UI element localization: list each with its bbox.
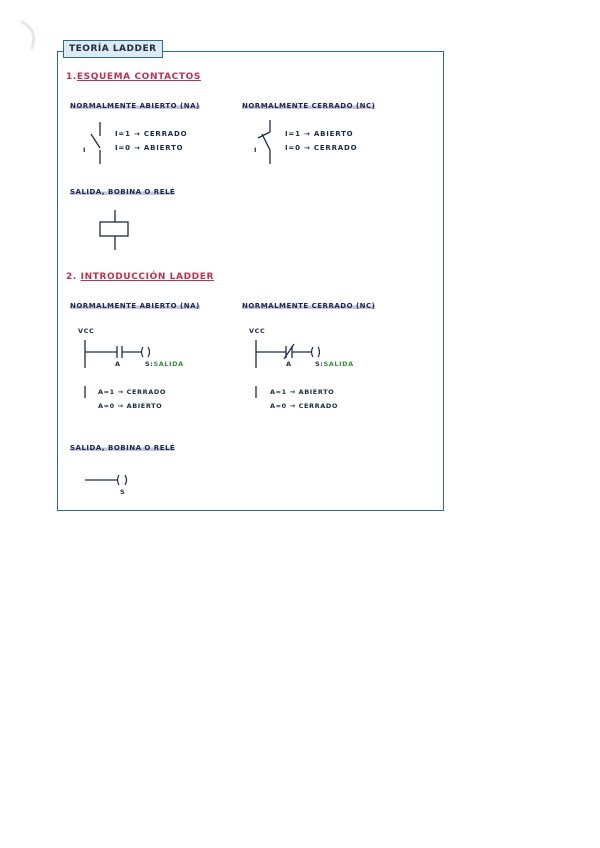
s1-nc-line2: I=0 → CERRADO — [285, 144, 358, 152]
s1-nc-symbol: I — [254, 146, 258, 154]
s2-no-line1: A=1 → CERRADO — [98, 388, 166, 396]
s2-nc-contact-label: A — [286, 360, 292, 368]
section-2-title: INTRODUCCIÓN LADDER — [80, 272, 214, 282]
s1-coil-label-text: SALIDA, BOBINA O RELÉ — [70, 188, 176, 196]
s1-nc-label-text: NORMALMENTE CERRADO (NC) — [242, 102, 376, 110]
s1-nc-line1: I=1 → ABIERTO — [285, 130, 354, 138]
s2-nc-output-prefix: S: — [315, 360, 324, 368]
s2-no-vcc: VCC — [78, 327, 95, 335]
section-2-number: 2. — [66, 272, 77, 282]
s2-no-line2: A=0 → ABIERTO — [98, 402, 163, 410]
s2-coil-symbol: S — [120, 488, 126, 496]
s2-nc-line1: A=1 → ABIERTO — [270, 388, 335, 396]
s2-nc-line2: A=0 → CERRADO — [270, 402, 338, 410]
s1-no-line2: I=0 → ABIERTO — [115, 144, 184, 152]
s2-nc-label-text: NORMALMENTE CERRADO (NC) — [242, 302, 376, 310]
section-1-number: 1. — [66, 72, 77, 82]
s1-no-line1: I=1 → CERRADO — [115, 130, 188, 138]
section-1-title: ESQUEMA CONTACTOS — [76, 72, 201, 82]
s2-no-label-text: NORMALMENTE ABIERTO (NA) — [70, 302, 200, 310]
s2-no-output-word: SALIDA — [153, 360, 184, 368]
s2-nc-vcc: VCC — [249, 327, 266, 335]
s2-nc-output-word: SALIDA — [323, 360, 354, 368]
s2-no-contact-label: A — [115, 360, 121, 368]
s1-no-label-text: NORMALMENTE ABIERTO (NA) — [70, 102, 200, 110]
s2-no-output-prefix: S: — [145, 360, 154, 368]
s1-no-symbol: I — [83, 146, 87, 154]
page-title: TEORÍA LADDER — [63, 40, 163, 58]
s2-coil-label-text: SALIDA, BOBINA O RELÉ — [70, 444, 176, 452]
